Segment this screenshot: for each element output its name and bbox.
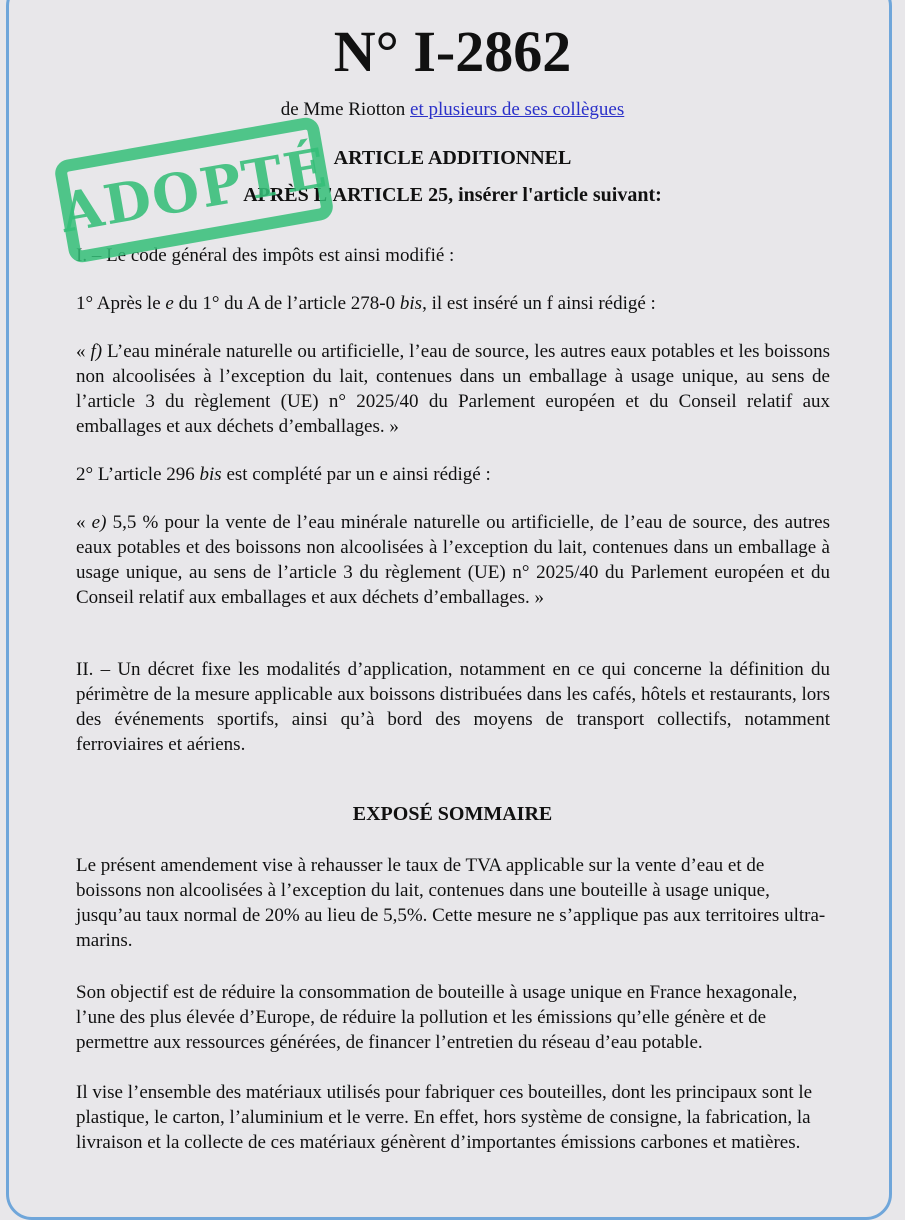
article-subheading: APRÈS L'ARTICLE 25, insérer l'article suivant:	[243, 184, 662, 206]
summary-paragraph-3: Il vise l’ensemble des matériaux utilisés pour fabriquer ces bouteilles, dont les principaux sont le plastique, le carton, l’aluminium et le verre. En effet, hors système de consigne, la fabrication, la livraison et la collecte de ces matériaux génèrent d’importantes émissions carbones et matières.	[76, 1082, 813, 1153]
paragraph-4: 2° L’article 296 bis est complété par un e ainsi rédigé :	[76, 464, 491, 485]
summary-paragraph-2: Son objectif est de réduire la consommation de bouteille à usage unique en France hexagonale, l’une des plus élevée d’Europe, de réduire la pollution et les émissions qu’elle génère et de permettre aux ressources générées, de financer l’entretien du réseau d’eau potable.	[76, 982, 798, 1053]
paragraph-1: I. – Le code général des impôts est ainsi modifié :	[76, 245, 455, 266]
paragraph-6: II. – Un décret fixe les modalités d’application, notamment en ce qui concerne la définition du périmètre de la mesure applicable aux boissons distribuées dans les cafés, hôtels et restaurants, lors des événements sportifs, ainsi qu’à bord des moyens de transport collectifs, notamment ferroviaires et aériens.	[76, 659, 830, 755]
paragraph-5: « e) 5,5 % pour la vente de l’eau minérale naturelle ou artificielle, de l’eau de source, des autres eaux potables et des boissons non alcoolisées à l’exception du lait, contenues dans un emballage à usage unique, au sens de l’article 3 du règlement (UE) n° 2025/40 du Parlement européen et du Conseil relatif aux emballages et aux déchets d’emballages. »	[76, 512, 830, 608]
article-heading: ARTICLE ADDITIONNEL	[333, 147, 572, 169]
colleagues-link[interactable]: et plusieurs de ses collègues	[410, 99, 625, 120]
paragraph-3: « f) L’eau minérale naturelle ou artificielle, l’eau de source, les autres eaux potables et les boissons non alcoolisées à l’exception du lait, contenues dans un emballage à usage unique, au sens de l’article 3 du règlement (UE) n° 2025/40 du Parlement européen et du Conseil relatif aux emballages et aux déchets d’emballages. »	[76, 341, 831, 437]
summary-paragraph-1: Le présent amendement vise à rehausser le taux de TVA applicable sur la vente d’eau et de boissons non alcoolisées à l’exception du lait, contenues dans une bouteille à usage unique, jusqu’au taux normal de 20% au lieu de 5,5%. Cette mesure ne s’applique pas aux territoires ultra-marins.	[76, 855, 826, 951]
summary-heading: EXPOSÉ SOMMAIRE	[352, 803, 553, 825]
authors-line	[0, 99, 905, 121]
paragraph-2: 1° Après le e du 1° du A de l’article 278-0 bis, il est inséré un f ainsi rédigé :	[76, 293, 656, 314]
authors-prefix: de Mme Riotton	[280, 99, 411, 120]
adopted-stamp: ADOPTÉ	[53, 116, 335, 265]
amendment-number: N° I-2862	[333, 19, 572, 84]
